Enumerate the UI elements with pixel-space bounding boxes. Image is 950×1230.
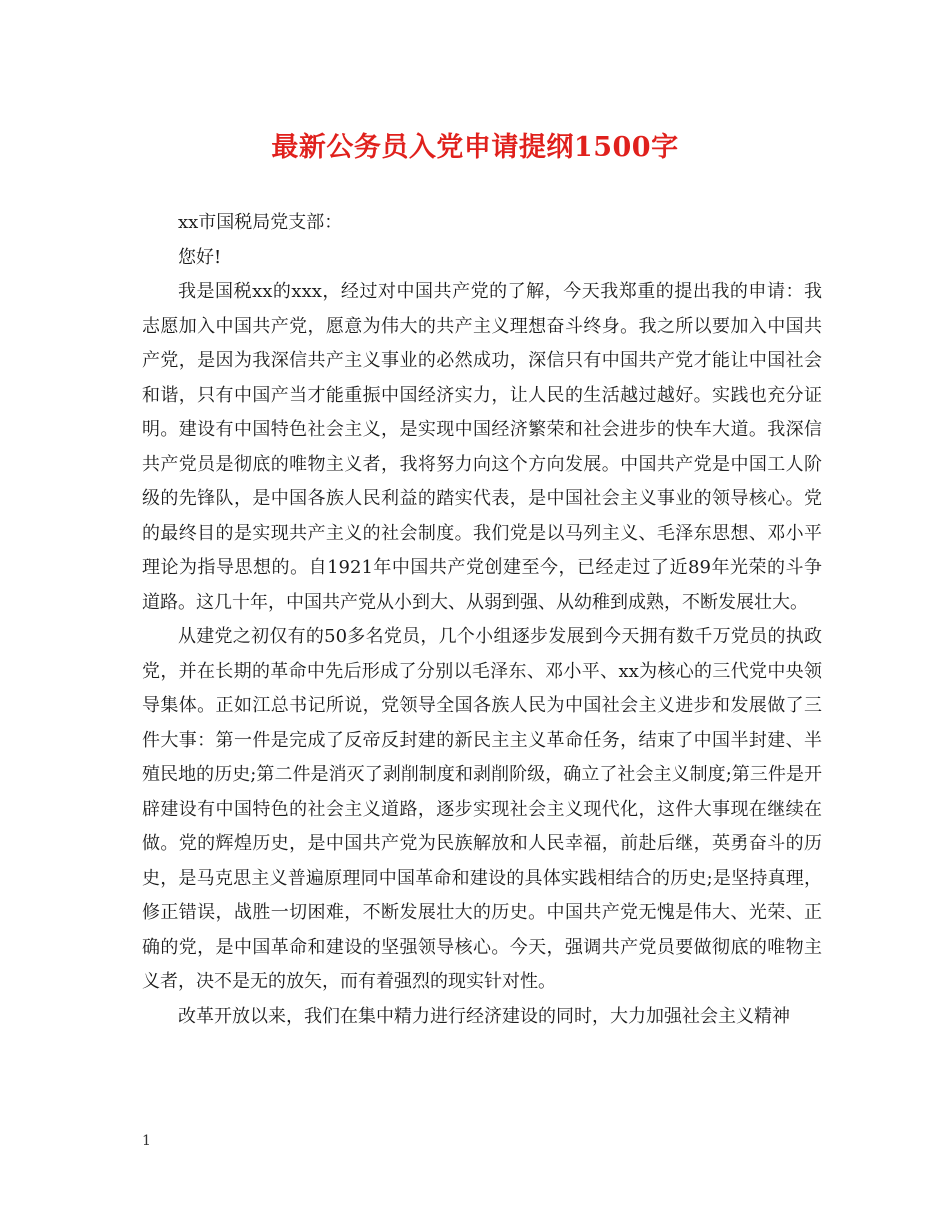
salutation: xx市国税局党支部： — [178, 212, 343, 233]
page-number: 1 — [142, 1133, 151, 1149]
paragraph-3: 改革开放以来，我们在集中精力进行经济建设的同时，大力加强社会主义精神 — [178, 1005, 790, 1027]
greeting: 您好! — [178, 246, 222, 268]
document-body — [142, 206, 822, 1034]
paragraph-1: 我是国税xx的xxx，经过对中国共产党的了解，今天我郑重的提出我的申请：我志愿加入中国共产党，愿意为伟大的共产主义理想奋斗终身。我之所以要加入中国共产党，是因为我深信共产主义事业的必然成功，深信只有中国共产党才能让中国社会和谐，只有中国产当才能重振中国经济实力，让人民的生活越过越好。实践也充分证明。建设有中国特色社会主义，是实现中国经济繁荣和社会进步的快车大道。我深信共产党员是彻底的唯物主义者，我将努力向这个方向发展。中国共产党是中国工人阶级的先锋队，是中国各族人民利益的踏实代表，是中国社会主义事业的领导核心。党的最终目的是实现共产主义的社会制度。我们党是以马列主义、毛泽东思想、邓小平理论为指导思想的。自1921年中国共产党创建至今，已经走过了近89年光荣的斗争道路。这几十年，中国共产党从小到大、从弱到强、从幼稚到成熟，不断发展壮大。 — [142, 281, 822, 613]
paragraph-2: 从建党之初仅有的50多名党员，几个小组逐步发展到今天拥有数千万党员的执政党，并在长期的革命中先后形成了分别以毛泽东、邓小平、xx为核心的三代党中央领导集体。正如江总书记所说，党领导全国各族人民为中国社会主义进步和发展做了三件大事：第一件是完成了反帝反封建的新民主主义革命任务，结束了中国半封建、半殖民地的历史;第二件是消灭了剥削制度和剥削阶级，确立了社会主义制度;第三件是开辟建设有中国特色的社会主义道路，逐步实现社会主义现代化，这件大事现在继续在做。党的辉煌历史，是中国共产党为民族解放和人民幸福，前赴后继，英勇奋斗的历史，是马克思主义普遍原理同中国革命和建设的具体实践相结合的历史;是坚持真理，修正错误，战胜一切困难，不断发展壮大的历史。中国共产党无愧是伟大、光荣、正确的党，是中国革命和建设的坚强领导核心。今天，强调共产党员要做彻底的唯物主义者，决不是无的放矢，而有着强烈的现实针对性。 — [142, 626, 822, 992]
document-title: 最新公务员入党申请提纲1500字 — [271, 132, 679, 163]
